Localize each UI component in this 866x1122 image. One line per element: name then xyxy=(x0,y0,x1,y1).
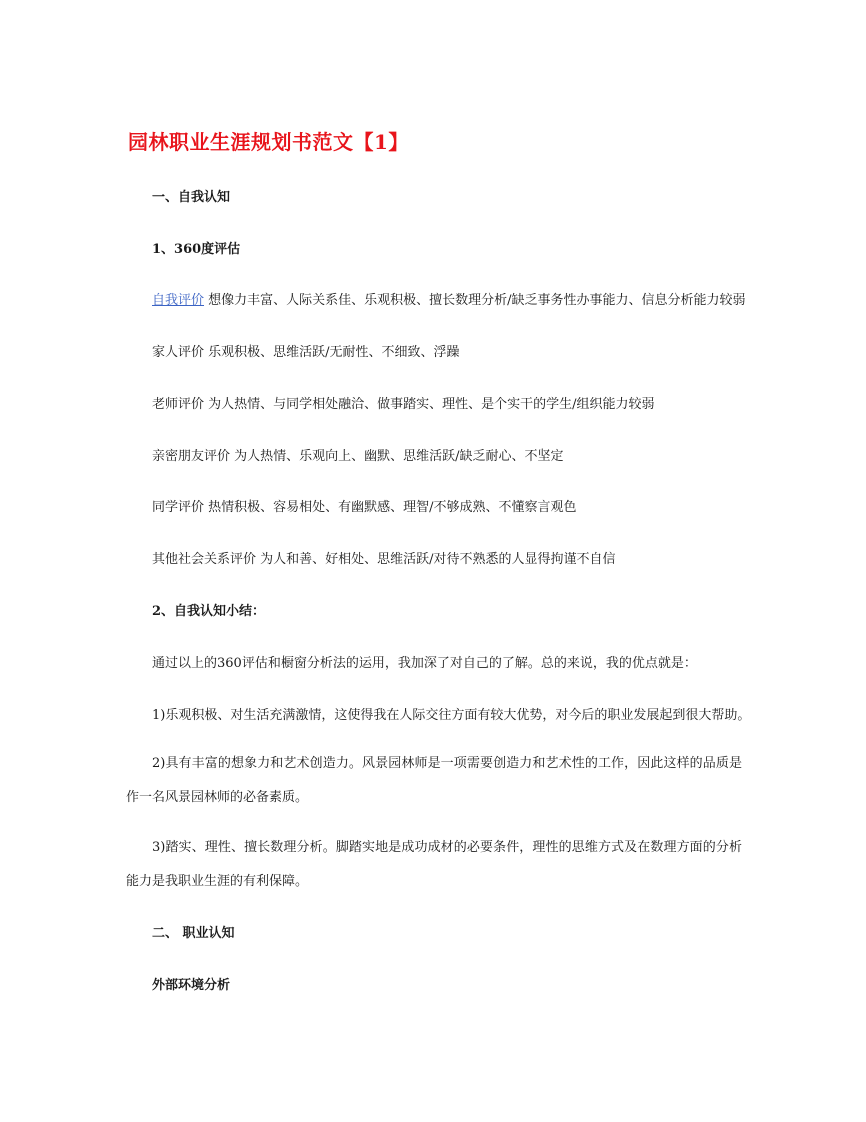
summary-intro: 通过以上的360评估和橱窗分析法的运用，我加深了对自己的了解。总的来说，我的优点就是： xyxy=(152,656,697,671)
evaluation-row-other-social xyxy=(152,548,616,567)
self-evaluation-link[interactable]: 自我评价 xyxy=(152,293,205,308)
evaluation-text: 为人热情、乐观向上、幽默、思维活跃/缺乏耐心、不坚定 xyxy=(234,449,564,464)
strength-point-1: 1)乐观积极、对生活充满激情，这使得我在人际交往方面有较大优势，对今后的职业发展起到很大帮助。 xyxy=(152,708,751,723)
section-heading-career-awareness: 二、 职业认知 xyxy=(152,926,235,941)
evaluation-text: 为人热情、与同学相处融洽、做事踏实、理性、是个实干的学生/组织能力较弱 xyxy=(208,397,655,412)
evaluation-text: 乐观积极、思维活跃/无耐性、不细致、浮躁 xyxy=(208,345,460,360)
evaluation-row-self xyxy=(152,289,746,308)
evaluation-row-teacher xyxy=(152,393,655,412)
evaluation-label: 亲密朋友评价 xyxy=(152,449,231,464)
evaluation-label: 其他社会关系评价 xyxy=(152,552,257,567)
strength-point-3: 3)踏实、理性、擅长数理分析。脚踏实地是成功成材的必要条件，理性的思维方式及在数理方面的分析能力是我职业生涯的有利保障。 xyxy=(126,840,742,889)
subheading-360-evaluation: 1、360度评估 xyxy=(152,242,241,257)
evaluation-text: 为人和善、好相处、思维活跃/对待不熟悉的人显得拘谨不自信 xyxy=(260,552,616,567)
document-title: 园林职业生涯规划书范文【1】 xyxy=(128,130,409,154)
section-heading-self-awareness: 一、自我认知 xyxy=(152,190,231,205)
evaluation-label: 老师评价 xyxy=(152,397,205,412)
evaluation-row-classmates xyxy=(152,496,577,515)
evaluation-text: 热情积极、容易相处、有幽默感、理智/不够成熟、不懂察言观色 xyxy=(208,500,577,515)
subheading-self-awareness-summary: 2、自我认知小结： xyxy=(152,604,266,619)
evaluation-label: 同学评价 xyxy=(152,500,205,515)
strength-point-2: 2)具有丰富的想象力和艺术创造力。风景园林师是一项需要创造力和艺术性的工作，因此这样的品质是作一名风景园林师的必备素质。 xyxy=(126,756,742,805)
evaluation-row-family xyxy=(152,341,460,360)
subheading-external-environment: 外部环境分析 xyxy=(152,978,231,993)
evaluation-label: 家人评价 xyxy=(152,345,205,360)
evaluation-row-close-friends xyxy=(152,445,564,464)
evaluation-text: 想像力丰富、人际关系佳、乐观积极、擅长数理分析/缺乏事务性办事能力、信息分析能力较弱 xyxy=(208,293,746,308)
